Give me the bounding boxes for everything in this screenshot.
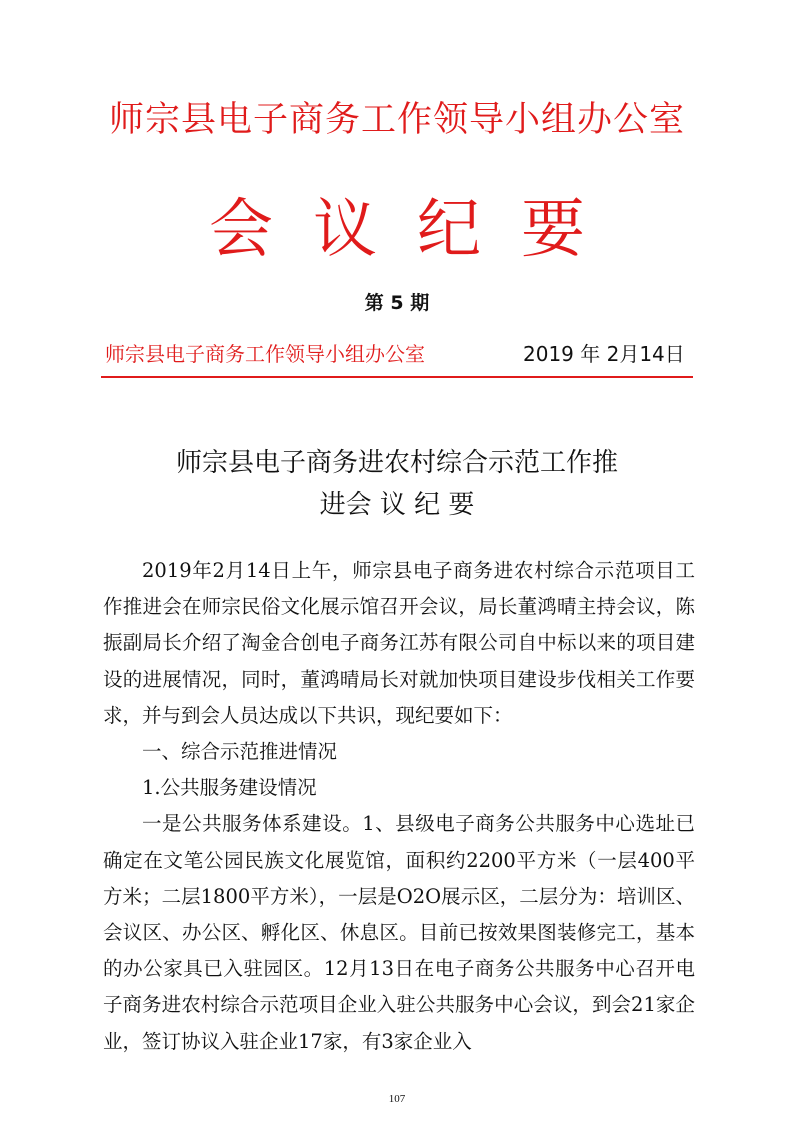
meeting-title — [0, 442, 794, 526]
subsection-heading: 1.公共服务建设情况 — [142, 776, 317, 800]
paragraph-intro: 2019年2月14日上午，师宗县电子商务进农村综合示范项目工作推进会在师宗民俗文化展示馆召开会议，局长董鸿晴主持会议，陈振副局长介绍了淘金合创电子商务江苏有限公司自中标以来的项目建设的进展情况，同时，董鸿晴局长对就加快项目建设步伐相关工作要求，并与到会人员达成以下共识，现纪要如下： — [103, 559, 695, 727]
section-heading: 一、综合示范推进情况 — [142, 740, 338, 764]
meeting-title-line-2: 进会 议 纪 要 — [319, 490, 475, 520]
issue-number: 第 5 期 — [364, 292, 430, 314]
org-title: 师宗县电子商务工作领导小组办公室 — [108, 100, 685, 140]
issue-date: 2019 年 2月14日 — [523, 342, 685, 366]
doc-title: 会议纪要 — [209, 193, 625, 267]
page-number: 107 — [388, 1093, 406, 1105]
red-divider — [101, 376, 693, 378]
paragraph-public-service: 一是公共服务体系建设。1、县级电子商务公共服务中心选址已确定在文笔公园民族文化展览馆，面积约2200平方米（一层400平方米；二层1800平方米），一层是O2O展示区，二层分为：培训区、会议区、办公区、孵化区、休息区。目前已按效果图装修完工，基本的办公家具已入驻园区。12月13日在电子商务公共服务中心召开电子商务进农村综合示范项目企业入驻公共服务中心会议，到会21家企业，签订协议入驻企业17家，有3家企业入 — [103, 812, 695, 1053]
body-text — [103, 553, 695, 1060]
meeting-title-line-1: 师宗县电子商务进农村综合示范工作推 — [175, 448, 618, 478]
issuer-name: 师宗县电子商务工作领导小组办公室 — [105, 342, 425, 366]
